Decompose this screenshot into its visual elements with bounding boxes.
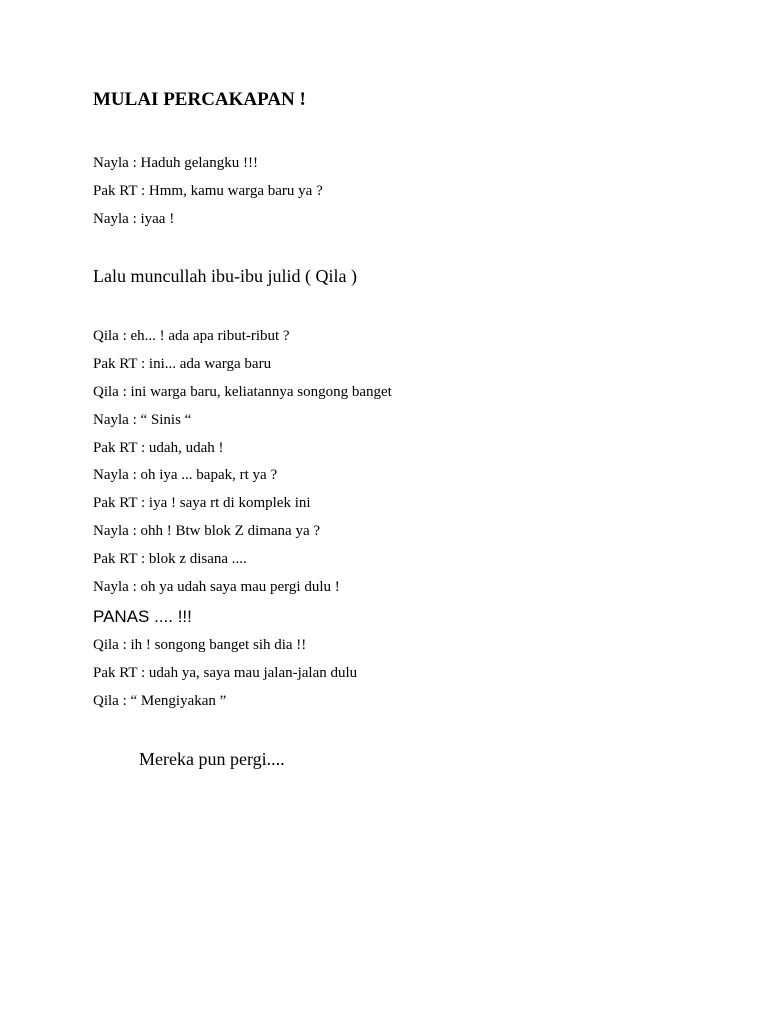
- dialogue-line: Nayla : “ Sinis “: [93, 412, 192, 428]
- dialogue-line: Nayla : oh ya udah saya mau pergi dulu !: [93, 579, 340, 595]
- dialogue-line: Pak RT : iya ! saya rt di komplek ini: [93, 495, 311, 511]
- dialogue-line: Qila : eh... ! ada apa ribut-ribut ?: [93, 328, 290, 344]
- narration-line: Lalu muncullah ibu-ibu julid ( Qila ): [93, 266, 357, 286]
- dialogue-line: Pak RT : udah ya, saya mau jalan-jalan dulu: [93, 665, 358, 681]
- dialogue-line: Pak RT : udah, udah !: [93, 440, 224, 456]
- dialogue-line: Qila : ih ! songong banget sih dia !!: [93, 637, 307, 653]
- dialogue-line: Pak RT : ini... ada warga baru: [93, 356, 272, 372]
- dialogue-line: Pak RT : blok z disana ....: [93, 551, 247, 567]
- dialogue-line: Nayla : oh iya ... bapak, rt ya ?: [93, 467, 278, 483]
- document-title: MULAI PERCAKAPAN !: [93, 89, 306, 110]
- ending-line: Mereka pun pergi....: [139, 749, 285, 769]
- dialogue-line: Qila : ini warga baru, keliatannya songong banget: [93, 384, 392, 400]
- dialogue-line: Qila : “ Mengiyakan ”: [93, 693, 227, 709]
- dialogue-line: Nayla : iyaa !: [93, 211, 175, 227]
- dialogue-line: Nayla : ohh ! Btw blok Z dimana ya ?: [93, 523, 321, 539]
- dialogue-line: Nayla : Haduh gelangku !!!: [93, 155, 258, 171]
- exclamation-line: PANAS .... !!!: [93, 607, 192, 626]
- dialogue-line: Pak RT : Hmm, kamu warga baru ya ?: [93, 183, 323, 199]
